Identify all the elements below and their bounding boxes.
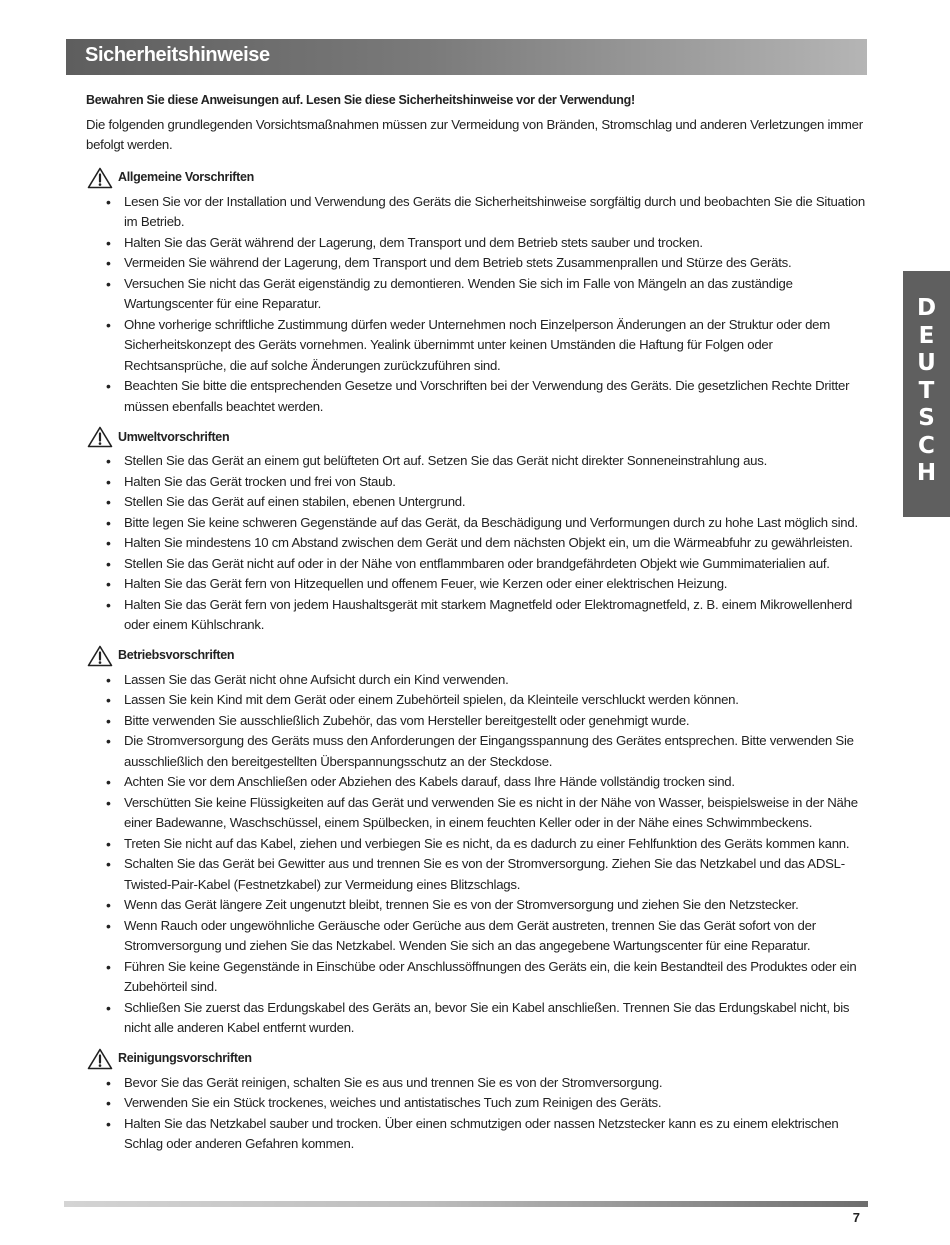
- bullet-list: [86, 1073, 871, 1155]
- section-betriebsvorschriften: [86, 644, 871, 1039]
- warning-icon: [87, 426, 113, 448]
- sections-container: [86, 166, 871, 1155]
- list-item: • Stellen Sie das Gerät an einem gut belüfteten Ort auf. Setzen Sie das Gerät nicht direkter Sonneneinstrahlung aus.: [86, 451, 871, 472]
- list-item: • Lassen Sie das Gerät nicht ohne Aufsicht durch ein Kind verwenden.: [86, 670, 871, 691]
- footer-rule: [64, 1201, 868, 1207]
- page-number: 7: [852, 1210, 860, 1225]
- list-item: • Lassen Sie kein Kind mit dem Gerät oder einem Zubehörteil spielen, da Kleinteile verschluckt werden können.: [86, 690, 871, 711]
- list-item: • Die Stromversorgung des Geräts muss den Anforderungen der Eingangsspannung des Gerätes entsprechen. Bitte verwenden Sie ausschließlich den bereitgestellten Überspannungsschutz an der Steckdose.: [86, 731, 871, 772]
- list-item: • Bevor Sie das Gerät reinigen, schalten Sie es aus und trennen Sie es von der Stromversorgung.: [86, 1073, 871, 1094]
- list-item: • Versuchen Sie nicht das Gerät eigenständig zu demontieren. Wenden Sie sich im Falle von Mängeln an das zuständige Wartungscenter für eine Reparatur.: [86, 274, 871, 315]
- document-body: [86, 90, 871, 1163]
- section-title: Allgemeine Vorschriften: [118, 170, 254, 185]
- section-heading: [87, 425, 871, 449]
- list-item: • Vermeiden Sie während der Lagerung, dem Transport und dem Betrieb stets Zusammenprallen und Stürze des Geräts.: [86, 253, 871, 274]
- list-item: • Treten Sie nicht auf das Kabel, ziehen und verbiegen Sie es nicht, da es dadurch zu einer Fehlfunktion des Geräts kommen kann.: [86, 834, 871, 855]
- list-item: • Halten Sie mindestens 10 cm Abstand zwischen dem Gerät und dem nächsten Objekt ein, um die Wärmeabfuhr zu gewährleisten.: [86, 533, 871, 554]
- list-item: • Schalten Sie das Gerät bei Gewitter aus und trennen Sie es von der Stromversorgung. Ziehen Sie das Netzkabel und das ADSL-Twisted-Pair-Kabel (Festnetzkabel) zur Vermeidung eines Blitzschlags.: [86, 854, 871, 895]
- language-side-tab: [903, 271, 950, 517]
- list-item: • Achten Sie vor dem Anschließen oder Abziehen des Kabels darauf, dass Ihre Hände vollständig trocken sind.: [86, 772, 871, 793]
- list-item: • Halten Sie das Gerät während der Lagerung, dem Transport und dem Betrieb stets sauber und trocken.: [86, 233, 871, 254]
- bullet-list: [86, 670, 871, 1039]
- language-tab-label: D E U T S C H: [916, 295, 937, 486]
- list-item: • Halten Sie das Netzkabel sauber und trocken. Über einen schmutzigen oder nassen Netzstecker kann es zu einem elektrischen Schlag oder anderen Gefahren kommen.: [86, 1114, 871, 1155]
- list-item: • Verwenden Sie ein Stück trockenes, weiches und antistatisches Tuch zum Reinigen des Geräts.: [86, 1093, 871, 1114]
- section-heading: [87, 166, 871, 190]
- list-item: • Stellen Sie das Gerät auf einen stabilen, ebenen Untergrund.: [86, 492, 871, 513]
- section-reinigungsvorschriften: [86, 1047, 871, 1155]
- list-item: • Wenn das Gerät längere Zeit ungenutzt bleibt, trennen Sie es von der Stromversorgung und ziehen Sie den Netzstecker.: [86, 895, 871, 916]
- list-item: • Lesen Sie vor der Installation und Verwendung des Geräts die Sicherheitshinweise sorgfältig durch und beobachten Sie die Situation im Betrieb.: [86, 192, 871, 233]
- section-heading: [87, 1047, 871, 1071]
- bullet-list: [86, 192, 871, 418]
- list-item: • Halten Sie das Gerät fern von Hitzequellen und offenem Feuer, wie Kerzen oder einer elektrischen Heizung.: [86, 574, 871, 595]
- list-item: • Wenn Rauch oder ungewöhnliche Geräusche oder Gerüche aus dem Gerät austreten, trennen Sie das Gerät sofort von der Stromversorgung und ziehen Sie das Netzkabel. Wenden Sie sich an das angegebene Wartungscenter für eine Reparatur.: [86, 916, 871, 957]
- section-title: Reinigungsvorschriften: [118, 1051, 252, 1066]
- bullet-list: [86, 451, 871, 636]
- page-title: Sicherheitshinweise: [85, 44, 270, 66]
- list-item: • Ohne vorherige schriftliche Zustimmung dürfen weder Unternehmen noch Einzelperson Änderungen an der Struktur oder dem Sicherheitskonzept des Geräts vornehmen. Yealink übernimmt unter keinen Umständen die Haftung für Folgen oder Rechtsansprüche, die auf solche Änderungen zurückzuführen sind.: [86, 315, 871, 377]
- list-item: • Schließen Sie zuerst das Erdungskabel des Geräts an, bevor Sie ein Kabel anschließen. Trennen Sie das Erdungskabel nicht, bis nicht alle anderen Kabel entfernt wurden.: [86, 998, 871, 1039]
- section-allgemeine-vorschriften: [86, 166, 871, 418]
- warning-icon: [87, 645, 113, 667]
- list-item: • Bitte verwenden Sie ausschließlich Zubehör, das vom Hersteller bereitgestellt oder genehmigt wurde.: [86, 711, 871, 732]
- list-item: • Halten Sie das Gerät fern von jedem Haushaltsgerät mit starkem Magnetfeld oder Elektromagnetfeld, z. B. einem Mikrowellenherd oder einem Kühlschrank.: [86, 595, 871, 636]
- list-item: • Halten Sie das Gerät trocken und frei von Staub.: [86, 472, 871, 493]
- list-item: • Verschütten Sie keine Flüssigkeiten auf das Gerät und verwenden Sie es nicht in der Nähe von Wasser, beispielsweise in der Nähe einer Badewanne, Waschschüssel, einem Spülbecken, in einem feuchten Keller oder in der Nähe eines Schwimmbeckens.: [86, 793, 871, 834]
- section-title: Umweltvorschriften: [118, 429, 230, 444]
- section-umweltvorschriften: [86, 425, 871, 636]
- intro-paragraph: Die folgenden grundlegenden Vorsichtsmaßnahmen müssen zur Vermeidung von Bränden, Stromschlag und anderen Verletzungen immer befolgt werden.: [86, 116, 863, 152]
- list-item: • Bitte legen Sie keine schweren Gegenstände auf das Gerät, da Beschädigung und Verformungen durch zu hohe Last möglich sind.: [86, 513, 871, 534]
- warning-icon: [87, 167, 113, 189]
- warning-icon: [87, 1048, 113, 1070]
- section-heading: [87, 644, 871, 668]
- section-title: Betriebsvorschriften: [118, 648, 235, 663]
- list-item: • Beachten Sie bitte die entsprechenden Gesetze und Vorschriften bei der Verwendung des Geräts. Die gesetzlichen Rechte Dritter müssen ebenfalls beachtet werden.: [86, 376, 871, 417]
- list-item: • Führen Sie keine Gegenstände in Einschübe oder Anschlussöffnungen des Geräts ein, die kein Bestandteil des Produktes oder ein Zubehörteil sind.: [86, 957, 871, 998]
- list-item: • Stellen Sie das Gerät nicht auf oder in der Nähe von entflammbaren oder brandgefährdeten Objekt wie Gummimaterialien auf.: [86, 554, 871, 575]
- lead-instruction: Bewahren Sie diese Anweisungen auf. Lesen Sie diese Sicherheitshinweise vor der Verwendung!: [86, 93, 635, 107]
- section-header-bar: [66, 39, 867, 75]
